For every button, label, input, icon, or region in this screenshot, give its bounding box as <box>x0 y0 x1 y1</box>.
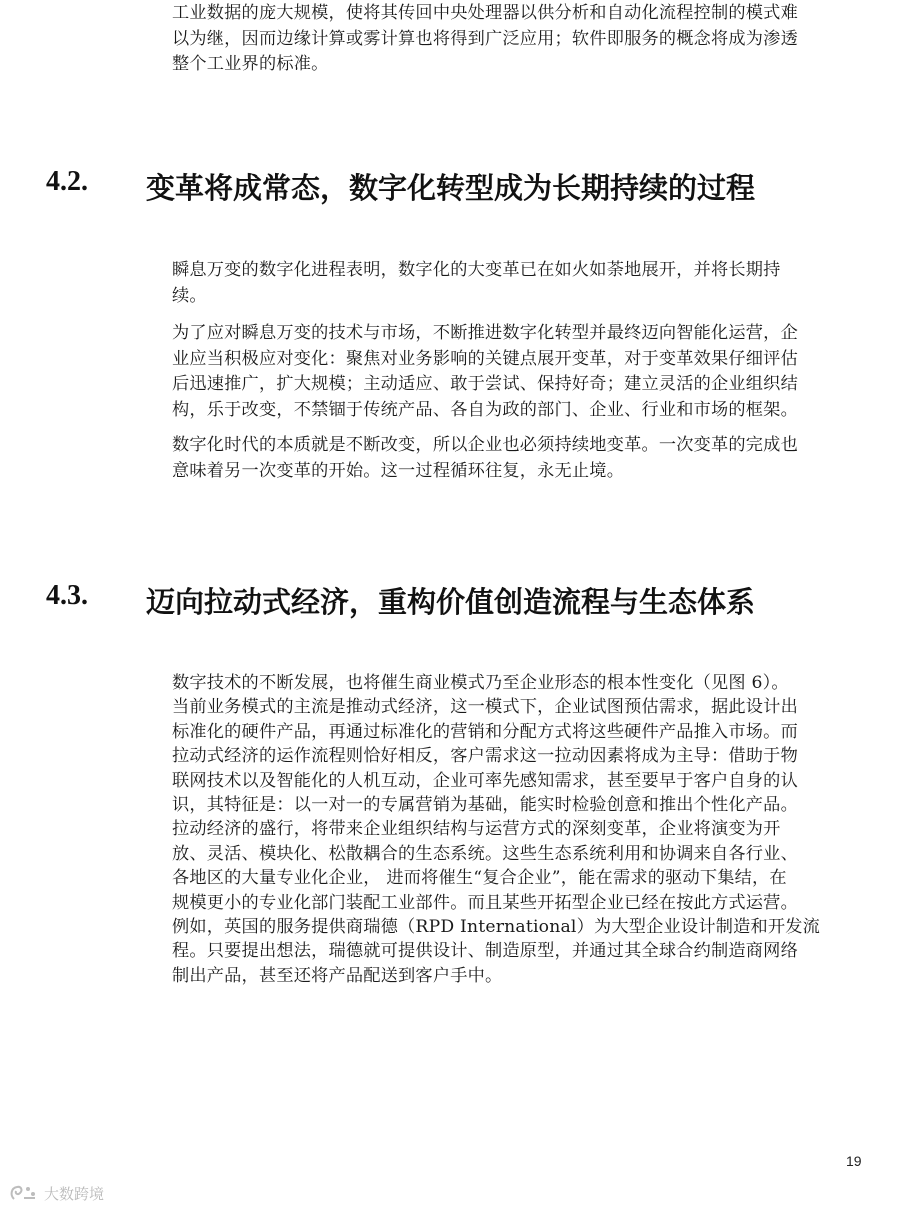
text-line: 数字化时代的本质就是不断改变，所以企业也必须持续地变革。一次变革的完成也 <box>172 435 798 455</box>
text-line: 放、灵活、模块化、松散耦合的生态系统。这些生态系统利用和协调来自各行业、 <box>172 843 798 864</box>
text-line: 标准化的硬件产品，再通过标准化的营销和分配方式将这些硬件产品推入市场。而 <box>172 721 798 742</box>
text-line: 数字技术的不断发展，也将催生商业模式乃至企业形态的根本性变化（见图 6）。 <box>172 673 789 693</box>
text-line: 拉动经济的盛行，将带来企业组织结构与运营方式的深刻变革，企业将演变为开 <box>172 819 781 840</box>
paragraph <box>172 258 862 309</box>
intro-paragraph <box>172 1 862 78</box>
text-line: 整个工业界的标准。 <box>172 54 329 75</box>
page-number: 19 <box>846 1153 862 1169</box>
text-line: 例如，英国的服务提供商瑞德（RPD International）为大型企业设计制造和开发流 <box>172 917 821 938</box>
section-number: 4.2. <box>46 166 88 197</box>
text-line: 当前业务模式的主流是推动式经济，这一模式下，企业试图预估需求，据此设计出 <box>172 697 798 718</box>
text-line: 瞬息万变的数字化进程表明，数字化的大变革已在如火如荼地展开，并将长期持 <box>172 260 781 280</box>
watermark <box>8 1182 104 1204</box>
section-heading-4-3 <box>46 580 866 624</box>
section-number: 4.3. <box>46 580 88 611</box>
text-line: 程。只要提出想法，瑞德就可提供设计、制造原型，并通过其全球合约制造商网络 <box>172 941 798 962</box>
text-line: 识，其特征是：以一对一的专属营销为基础，能实时检验创意和推出个性化产品。 <box>172 795 798 816</box>
text-line: 业应当积极应对变化：聚焦对业务影响的关键点展开变革，对于变革效果仔细评估 <box>172 348 798 369</box>
paragraph <box>172 433 862 484</box>
text-line: 以为继，因而边缘计算或雾计算也将得到广泛应用；软件即服务的概念将成为渗透 <box>172 28 798 49</box>
text-line: 拉动式经济的运作流程则恰好相反，客户需求这一拉动因素将成为主导：借助于物 <box>172 746 798 767</box>
text-line: 为了应对瞬息万变的技术与市场，不断推进数字化转型并最终迈向智能化运营，企 <box>172 323 798 343</box>
text-line: 工业数据的庞大规模，使将其传回中央处理器以供分析和自动化流程控制的模式难 <box>172 3 798 23</box>
section-title: 变革将成常态，数字化转型成为长期持续的过程 <box>146 171 756 205</box>
text-line: 续。 <box>172 285 207 306</box>
text-line: 构，乐于改变，不禁锢于传统产品、各自为政的部门、企业、行业和市场的框架。 <box>172 399 798 420</box>
text-line: 制出产品，甚至还将产品配送到客户手中。 <box>172 965 503 986</box>
text-line: 意味着另一次变革的开始。这一过程循环往复，永无止境。 <box>172 460 625 481</box>
text-line: 规模更小的专业化部门装配工业部件。而且某些开拓型企业已经在按此方式运营。 <box>172 892 798 913</box>
watermark-logo-icon <box>8 1183 38 1203</box>
text-line: 联网技术以及智能化的人机互动，企业可率先感知需求，甚至要早于客户自身的认 <box>172 770 798 791</box>
watermark-text: 大数跨境 <box>44 1184 105 1203</box>
section-heading-4-2 <box>46 166 866 210</box>
text-line: 后迅速推广，扩大规模；主动适应、敢于尝试、保持好奇；建立灵活的企业组织结 <box>172 374 798 395</box>
section-title: 迈向拉动式经济，重构价值创造流程与生态体系 <box>146 585 756 619</box>
paragraph <box>172 321 862 423</box>
paragraph <box>172 671 862 988</box>
text-line: 各地区的大量专业化企业， 进而将催生“复合企业”，能在需求的驱动下集结，在 <box>172 868 787 889</box>
